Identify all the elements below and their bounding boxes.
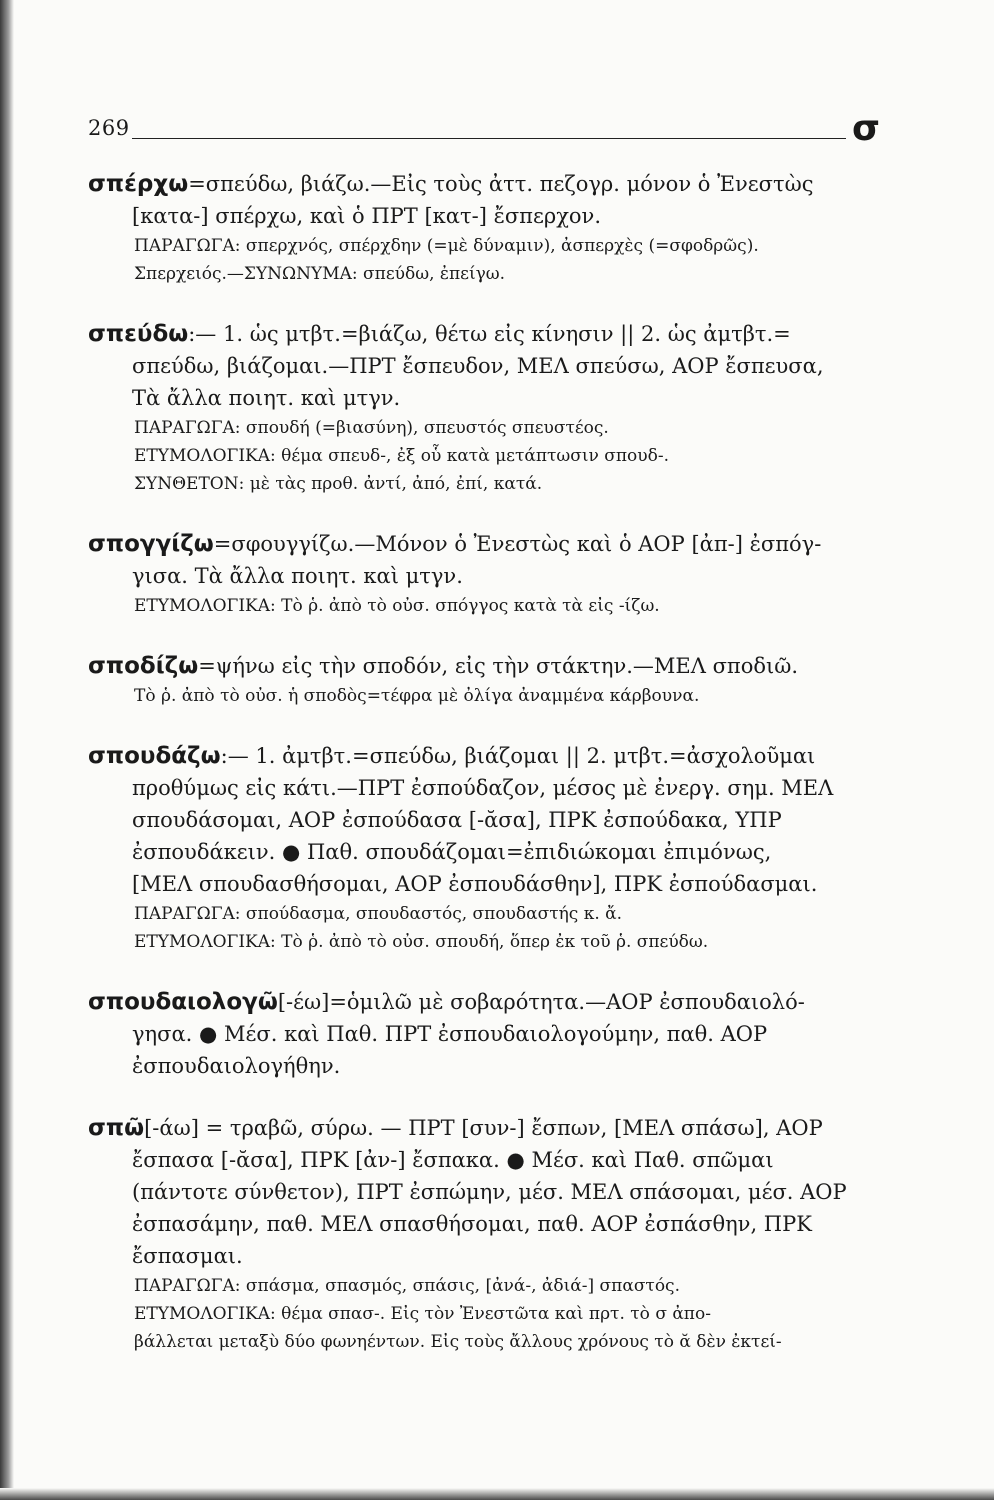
entry-note: ΠΑΡΑΓΩΓΑ: σπερχνός, σπέρχδην (=μὲ δύναμιν), ἀσπερχὲς (=σφοδρῶς).	[134, 236, 759, 256]
entry-line	[88, 868, 888, 900]
entry-line	[88, 382, 888, 414]
dictionary-entry	[88, 318, 888, 498]
entry-note: ΠΑΡΑΓΩΓΑ: σπουδή (=βιασύνη), σπευστός σπευστέος.	[134, 418, 609, 438]
entry-first-line	[88, 528, 888, 560]
entry-line	[88, 1208, 888, 1240]
entry-text: γισα. Τὰ ἄλλα ποιητ. καὶ μτγν.	[132, 564, 463, 588]
entry-text: ἔσπασα [-ᾰσα], ΠΡΚ [ἀν-] ἔσπακα. ● Μέσ. καὶ Παθ. σπῶμαι	[132, 1148, 774, 1172]
entry-headword: σποδίζω	[88, 653, 199, 679]
entry-line	[88, 1050, 888, 1082]
entry-note: Τὸ ῥ. ἀπὸ τὸ οὐσ. ἡ σποδὸς=τέφρα μὲ ὀλίγα ἀναμμένα κάρβουνα.	[134, 686, 700, 706]
entry-line	[88, 772, 888, 804]
entry-text: [κατα-] σπέρχω, καὶ ὁ ΠΡΤ [κατ-] ἔσπερχον.	[132, 204, 602, 228]
scan-edge-bottom	[0, 1488, 994, 1500]
dictionary-entry	[88, 986, 888, 1082]
entry-headword: σπέρχω	[88, 171, 189, 197]
entry-text: (πάντοτε σύνθετον), ΠΡΤ ἐσπώμην, μέσ. ΜΕΛ σπάσομαι, μέσ. ΑΟΡ	[132, 1180, 847, 1204]
header-rule	[132, 138, 846, 139]
entry-note: ΕΤΥΜΟΛΟΓΙΚΑ: θέμα σπευδ-, ἐξ οὗ κατὰ μετάπτωσιν σπουδ-.	[134, 446, 670, 466]
dictionary-entry	[88, 168, 888, 288]
entry-note: ΕΤΥΜΟΛΟΓΙΚΑ: Τὸ ῥ. ἀπὸ τὸ οὐσ. σπουδή, ὅπερ ἐκ τοῦ ῥ. σπεύδω.	[134, 932, 709, 952]
section-letter: σ	[851, 108, 880, 149]
entry-note: ΣΥΝΘΕΤΟΝ: μὲ τὰς προθ. ἀντί, ἀπό, ἐπί, κατά.	[134, 474, 543, 494]
entry-first-line	[88, 986, 888, 1018]
entry-headword: σπεύδω	[88, 321, 189, 347]
entry-line	[88, 804, 888, 836]
entry-first-line	[88, 650, 888, 682]
entry-line	[88, 200, 888, 232]
entry-first-line	[88, 318, 888, 350]
entry-text: =ψήνω εἰς τὴν σποδόν, εἰς τὴν στάκτην.—ΜΕΛ σποδιῶ.	[198, 654, 799, 678]
entry-text: προθύμως εἰς κάτι.—ΠΡΤ ἐσπούδαζον, μέσος μὲ ἐνεργ. σημ. ΜΕΛ	[132, 776, 834, 800]
entry-headword: σπουδαιολογῶ	[88, 989, 278, 1015]
entry-text: ἐσπουδαιολογήθην.	[132, 1054, 341, 1078]
entry-note: ΕΤΥΜΟΛΟΓΙΚΑ: Τὸ ῥ. ἀπὸ τὸ οὐσ. σπόγγος κατὰ τὰ εἰς -ίζω.	[134, 596, 660, 616]
entry-text: ἐσπασάμην, παθ. ΜΕΛ σπασθήσομαι, παθ. ΑΟΡ ἐσπάσθην, ΠΡΚ	[132, 1212, 812, 1236]
entry-text: [-άω] = τραβῶ, σύρω. — ΠΡΤ [συν-] ἔσπων, [ΜΕΛ σπάσω], ΑΟΡ	[144, 1116, 823, 1140]
entry-line	[88, 1240, 888, 1272]
entry-text: ἐσπουδάκειν. ● Παθ. σπουδάζομαι=ἐπιδιώκομαι ἐπιμόνως,	[132, 840, 772, 864]
entry-line	[88, 1176, 888, 1208]
entry-note: ΕΤΥΜΟΛΟΓΙΚΑ: θέμα σπασ-. Εἰς τὸν Ἐνεστῶτα καὶ πρτ. τὸ σ ἀπο-	[134, 1304, 711, 1324]
page-header	[88, 108, 888, 160]
entry-text: γησα. ● Μέσ. καὶ Παθ. ΠΡΤ ἐσπουδαιολογούμην, παθ. ΑΟΡ	[132, 1022, 768, 1046]
entry-text: [ΜΕΛ σπουδασθήσομαι, ΑΟΡ ἐσπουδάσθην], ΠΡΚ ἐσπούδασμαι.	[132, 872, 818, 896]
entry-text: =σφουγγίζω.—Μόνον ὁ Ἐνεστὼς καὶ ὁ ΑΟΡ [ἀπ-] ἐσπόγ-	[213, 532, 822, 556]
entry-text: σπεύδω, βιάζομαι.—ΠΡΤ ἔσπευδον, ΜΕΛ σπεύσω, ΑΟΡ ἔσπευσα,	[132, 354, 824, 378]
entry-text: =σπεύδω, βιάζω.—Εἰς τοὺς ἀττ. πεζογρ. μόνον ὁ Ἐνεστὼς	[188, 172, 814, 196]
entry-line	[88, 836, 888, 868]
scan-edge-left	[0, 0, 14, 1500]
entry-headword: σπουδάζω	[88, 743, 221, 769]
entry-note: ΠΑΡΑΓΩΓΑ: σπούδασμα, σπουδαστός, σπουδαστής κ. ἄ.	[134, 904, 623, 924]
entry-first-line	[88, 1112, 888, 1144]
entry-text: Τὰ ἄλλα ποιητ. καὶ μτγν.	[132, 386, 401, 410]
entry-note: βάλλεται μεταξὺ δύο φωνηέντων. Εἰς τοὺς ἄλλους χρόνους τὸ ᾰ δὲν ἐκτεί-	[134, 1332, 782, 1352]
dictionary-entry	[88, 528, 888, 620]
entry-text: σπουδάσομαι, ΑΟΡ ἐσπούδασα [-ᾰσα], ΠΡΚ ἐσπούδακα, ΥΠΡ	[132, 808, 782, 832]
entry-headword: σπῶ	[88, 1115, 145, 1141]
entry-text: [-έω]=ὁμιλῶ μὲ σοβαρότητα.—ΑΟΡ ἐσπουδαιολό-	[277, 990, 805, 1014]
entry-headword: σπογγίζω	[88, 531, 214, 557]
dictionary-entries	[88, 168, 888, 1386]
entry-line	[88, 350, 888, 382]
dictionary-entry	[88, 1112, 888, 1356]
entry-first-line	[88, 740, 888, 772]
dictionary-entry	[88, 650, 888, 710]
entry-text: :— 1. ἀμτβτ.=σπεύδω, βιάζομαι || 2. μτβτ.=ἀσχολοῦμαι	[220, 744, 816, 768]
entry-line	[88, 1144, 888, 1176]
entry-line	[88, 560, 888, 592]
entry-text: :— 1. ὡς μτβτ.=βιάζω, θέτω εἰς κίνησιν || 2. ὡς ἀμτβτ.=	[188, 322, 791, 346]
entry-line	[88, 1018, 888, 1050]
entry-note: Σπερχειός.—ΣΥΝΩΝΥΜΑ: σπεύδω, ἐπείγω.	[134, 264, 506, 284]
entry-text: ἔσπασμαι.	[132, 1244, 243, 1268]
page-number: 269	[88, 116, 130, 140]
dictionary-entry	[88, 740, 888, 956]
entry-note: ΠΑΡΑΓΩΓΑ: σπάσμα, σπασμός, σπάσις, [ἀνά-, ἀδιά-] σπαστός.	[134, 1276, 680, 1296]
entry-first-line	[88, 168, 888, 200]
